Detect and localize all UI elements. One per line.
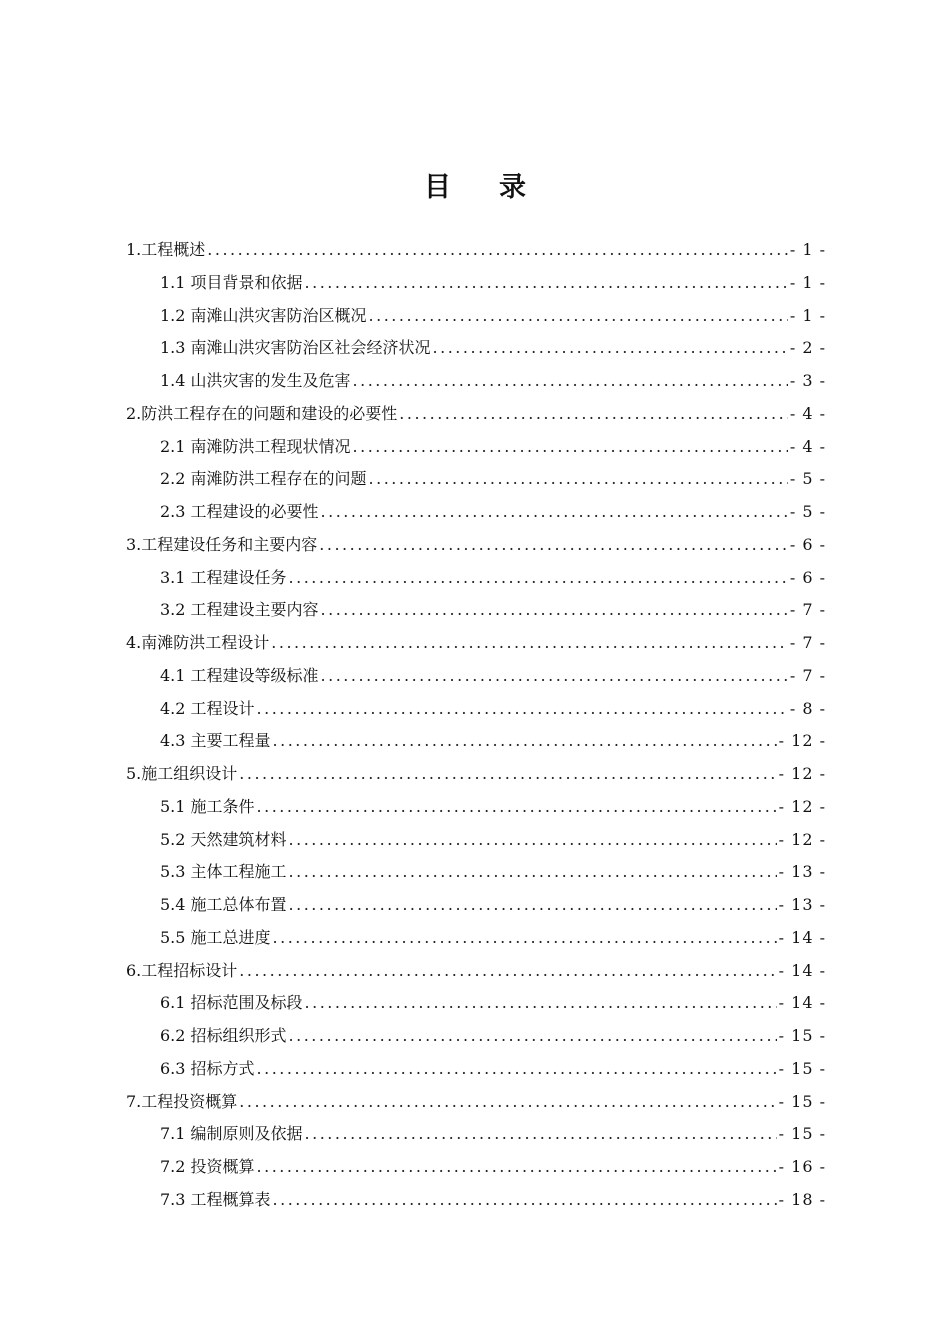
toc-page-number: - 18 - (778, 1189, 826, 1209)
toc-entry-text: 2.3 工程建设的必要性 (160, 502, 319, 521)
toc-entry-text: 1.工程概述 (126, 240, 206, 259)
toc-entry-text: 7.3 工程概算表 (160, 1189, 271, 1209)
toc-entry-text: 2.防洪工程存在的问题和建设的必要性 (126, 403, 398, 423)
toc-page-number: - 12 - (778, 731, 826, 751)
toc-section-entry[interactable] (126, 463, 826, 496)
toc-dot-leader (273, 725, 777, 758)
toc-entry-text: 6.3 招标方式 (160, 1058, 255, 1078)
toc-section-entry[interactable] (126, 1053, 826, 1086)
toc-page-number: - 5 - (789, 469, 826, 489)
toc-dot-leader (433, 332, 788, 365)
toc-dot-leader (399, 398, 788, 431)
toc-section-entry[interactable] (126, 365, 826, 398)
toc-page-number: - 2 - (789, 338, 826, 358)
toc-page-number: - 14 - (778, 927, 826, 947)
toc-entry-text: 5.5 施工总进度 (160, 927, 271, 947)
toc-section-entry[interactable] (126, 791, 826, 824)
toc-entry-text: 4.2 工程设计 (160, 698, 255, 718)
toc-dot-leader (271, 627, 788, 660)
toc-section-entry[interactable] (126, 1118, 826, 1151)
toc-entry-text: 7.2 投资概算 (160, 1157, 255, 1176)
toc-section-entry[interactable] (126, 922, 826, 955)
toc-entry-text: 6.1 招标范围及标段 (160, 993, 303, 1013)
toc-entry-text: 6.工程招标设计 (126, 960, 238, 980)
toc-dot-leader (369, 463, 788, 496)
toc-entry-text: 5.3 主体工程施工 (160, 862, 287, 882)
toc-chapter-entry[interactable] (126, 955, 826, 988)
toc-entry-text: 3.2 工程建设主要内容 (160, 600, 319, 620)
toc-page-number: - 6 - (789, 534, 826, 554)
toc-page-number: - 15 - (778, 1091, 826, 1111)
toc-page-number: - 15 - (778, 1026, 826, 1045)
toc-chapter-entry[interactable] (126, 398, 826, 431)
toc-page-number: - 14 - (778, 960, 826, 980)
toc-dot-leader (289, 856, 777, 889)
toc-dot-leader (305, 987, 777, 1020)
toc-entry-text: 1.3 南滩山洪灾害防治区社会经济状况 (160, 338, 431, 358)
toc-section-entry[interactable] (126, 267, 826, 300)
toc-chapter-entry[interactable] (126, 1086, 826, 1119)
toc-dot-leader (257, 791, 777, 824)
toc-page-number: - 12 - (778, 796, 826, 816)
toc-page-number: - 4 - (789, 403, 826, 423)
toc-page-number: - 1 - (789, 240, 826, 259)
toc-section-entry[interactable] (126, 332, 826, 365)
toc-section-entry[interactable] (126, 693, 826, 726)
toc-dot-leader (305, 1118, 777, 1151)
table-of-contents (126, 234, 826, 1217)
toc-entry-text: 4.南滩防洪工程设计 (126, 633, 270, 652)
toc-page-number: - 7 - (789, 665, 826, 685)
toc-dot-leader (319, 529, 788, 562)
toc-dot-leader (289, 889, 777, 922)
toc-dot-leader (273, 1184, 777, 1217)
toc-section-entry[interactable] (126, 1151, 826, 1184)
toc-dot-leader (369, 300, 788, 333)
toc-dot-leader (321, 660, 788, 693)
toc-dot-leader (289, 1020, 777, 1053)
toc-section-entry[interactable] (126, 1184, 826, 1217)
toc-section-entry[interactable] (126, 889, 826, 922)
toc-dot-leader (257, 1151, 777, 1184)
toc-dot-leader (305, 267, 788, 300)
toc-dot-leader (353, 365, 788, 398)
toc-section-entry[interactable] (126, 1020, 826, 1053)
toc-entry-text: 3.1 工程建设任务 (160, 567, 287, 587)
toc-page-number: - 13 - (778, 895, 826, 914)
toc-section-entry[interactable] (126, 987, 826, 1020)
toc-entry-text: 5.施工组织设计 (126, 764, 238, 783)
toc-page-number: - 14 - (778, 993, 826, 1013)
toc-entry-text: 5.2 天然建筑材料 (160, 829, 287, 849)
toc-page-number: - 13 - (778, 862, 826, 882)
toc-title: 目录 (424, 172, 574, 203)
toc-entry-text: 4.3 主要工程量 (160, 731, 271, 751)
toc-entry-text: 5.1 施工条件 (160, 796, 255, 816)
toc-section-entry[interactable] (126, 824, 826, 857)
toc-section-entry[interactable] (126, 856, 826, 889)
toc-chapter-entry[interactable] (126, 234, 826, 267)
toc-page-number: - 12 - (778, 764, 826, 783)
toc-dot-leader (207, 234, 788, 267)
toc-entry-text: 6.2 招标组织形式 (160, 1026, 287, 1045)
toc-chapter-entry[interactable] (126, 758, 826, 791)
toc-dot-leader (257, 1053, 777, 1086)
toc-dot-leader (257, 693, 788, 726)
toc-entry-text: 2.2 南滩防洪工程存在的问题 (160, 469, 367, 489)
toc-page-number: - 16 - (778, 1157, 826, 1176)
toc-page-number: - 1 - (789, 305, 826, 325)
toc-page-number: - 15 - (778, 1124, 826, 1144)
toc-entry-text: 4.1 工程建设等级标准 (160, 665, 319, 685)
toc-entry-text: 1.1 项目背景和依据 (160, 272, 303, 292)
toc-page-number: - 8 - (789, 698, 826, 718)
toc-page-number: - 12 - (778, 829, 826, 849)
toc-dot-leader (321, 594, 788, 627)
toc-chapter-entry[interactable] (126, 529, 826, 562)
toc-entry-text: 5.4 施工总体布置 (160, 895, 287, 914)
toc-dot-leader (239, 955, 776, 988)
toc-page-number: - 5 - (789, 502, 826, 521)
toc-page-number: - 15 - (778, 1058, 826, 1078)
toc-dot-leader (273, 922, 777, 955)
toc-entry-text: 1.4 山洪灾害的发生及危害 (160, 371, 351, 390)
toc-entry-text: 3.工程建设任务和主要内容 (126, 534, 318, 554)
toc-section-entry[interactable] (126, 496, 826, 529)
toc-page-number: - 6 - (789, 567, 826, 587)
toc-section-entry[interactable] (126, 562, 826, 595)
toc-page-number: - 3 - (789, 371, 826, 390)
toc-entry-text: 2.1 南滩防洪工程现状情况 (160, 436, 351, 456)
toc-dot-leader (239, 1086, 776, 1119)
toc-section-entry[interactable] (126, 300, 826, 333)
toc-entry-text: 1.2 南滩山洪灾害防治区概况 (160, 305, 367, 325)
toc-section-entry[interactable] (126, 660, 826, 693)
toc-entry-text: 7.1 编制原则及依据 (160, 1124, 303, 1144)
toc-section-entry[interactable] (126, 431, 826, 464)
toc-dot-leader (289, 562, 788, 595)
toc-page-number: - 1 - (789, 272, 826, 292)
toc-dot-leader (321, 496, 788, 529)
toc-section-entry[interactable] (126, 594, 826, 627)
toc-section-entry[interactable] (126, 725, 826, 758)
toc-dot-leader (289, 824, 777, 857)
toc-entry-text: 7.工程投资概算 (126, 1091, 238, 1111)
toc-dot-leader (353, 431, 788, 464)
toc-page-number: - 4 - (789, 436, 826, 456)
toc-chapter-entry[interactable] (126, 627, 826, 660)
toc-page-number: - 7 - (789, 600, 826, 620)
toc-page-number: - 7 - (789, 633, 826, 652)
toc-dot-leader (239, 758, 776, 791)
